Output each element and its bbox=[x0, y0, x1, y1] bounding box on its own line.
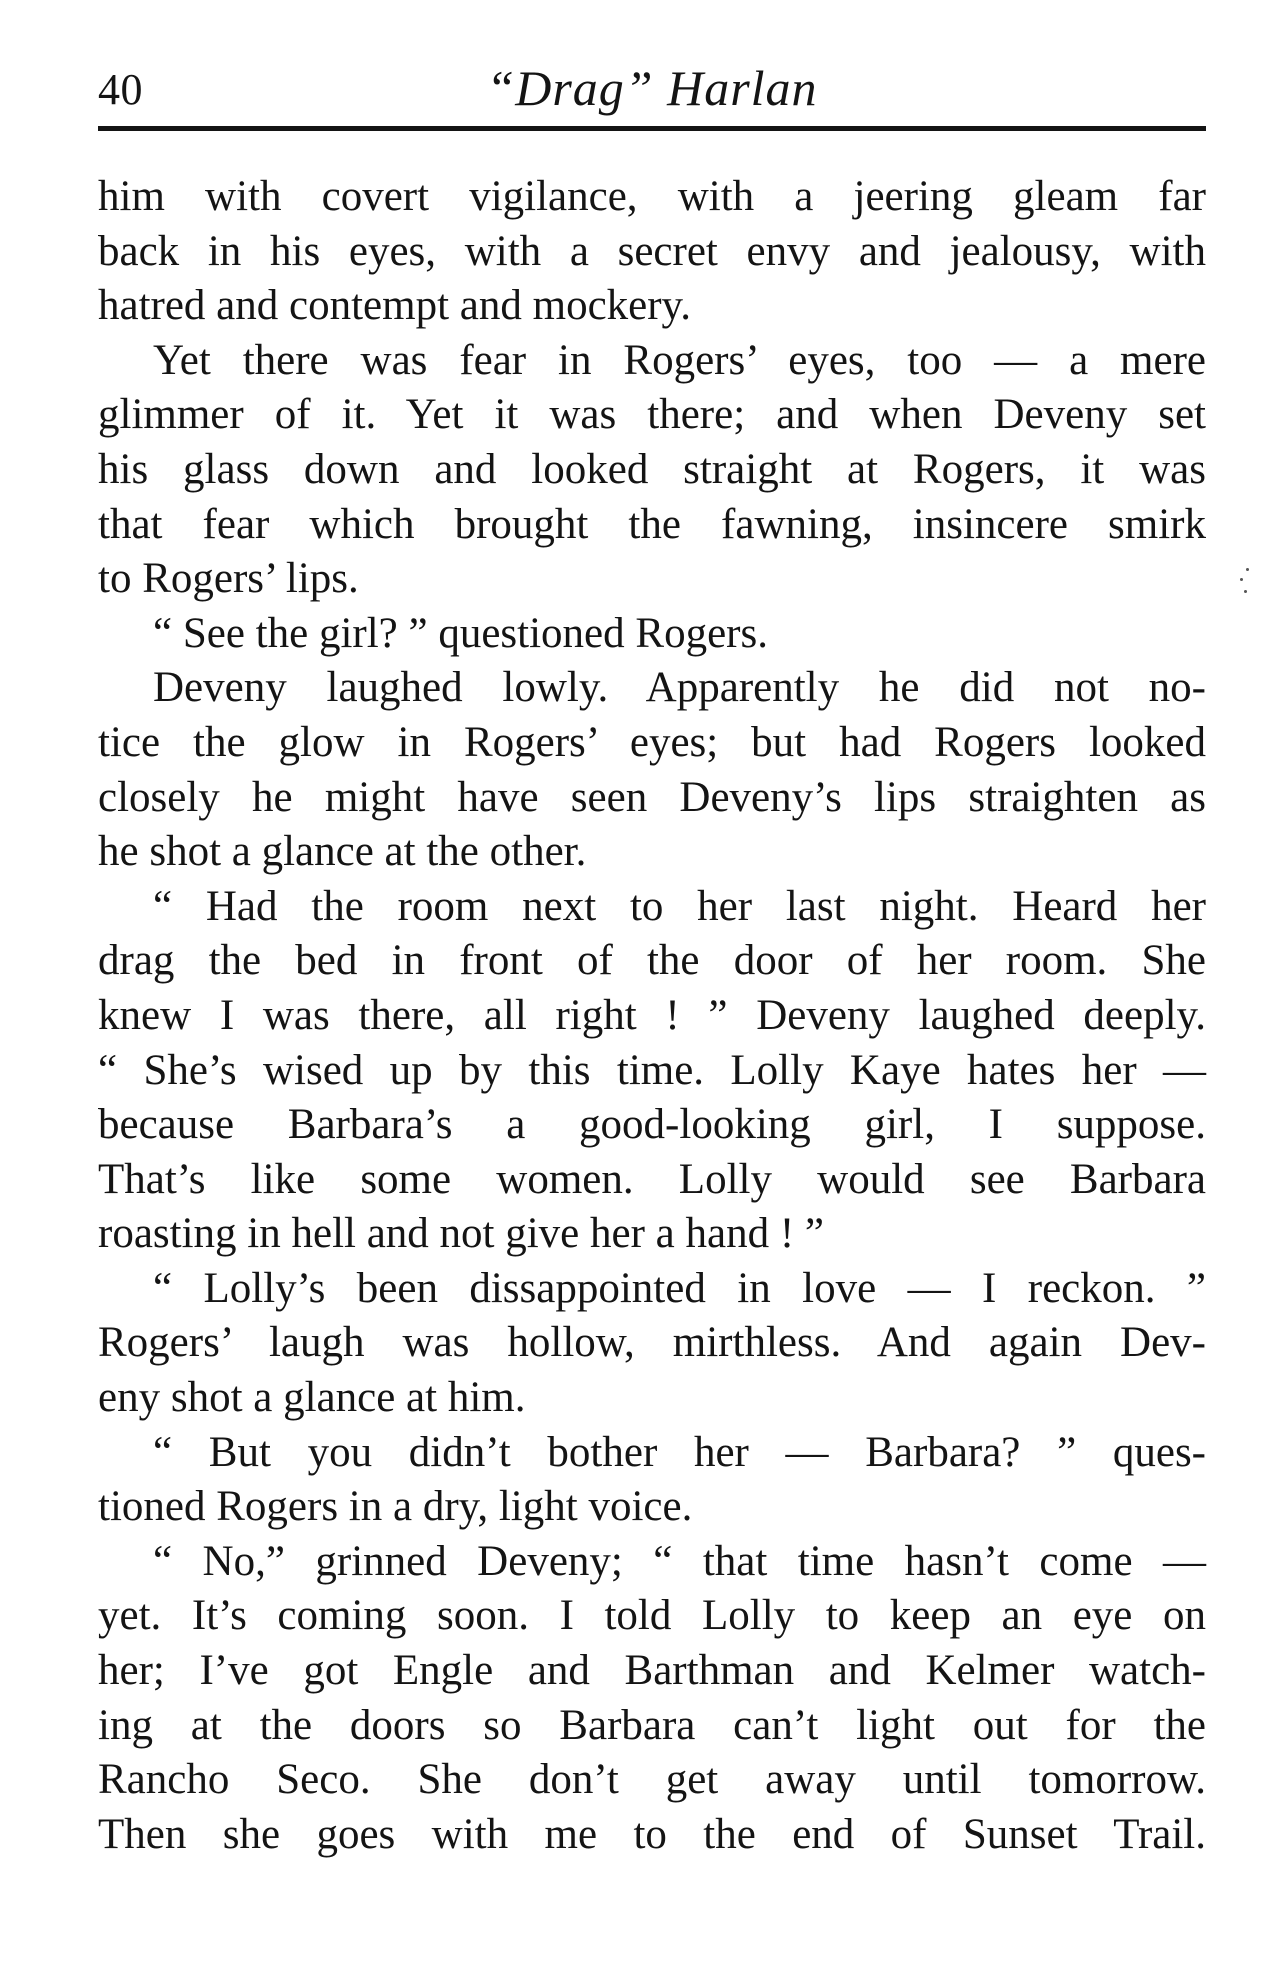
page-number: 40 bbox=[98, 65, 143, 114]
body-text bbox=[98, 170, 1206, 1862]
text-line: closely he might have seen Deveny’s lips straighten as bbox=[98, 773, 1206, 821]
print-specks bbox=[1238, 566, 1258, 606]
text-line: Yet there was fear in Rogers’ eyes, too — a mere bbox=[153, 336, 1206, 384]
text-line: Deveny laughed lowly. Apparently he did not no- bbox=[153, 664, 1206, 712]
text-line: “ Had the room next to her last night. Heard her bbox=[153, 882, 1206, 930]
text-line: Then she goes with me to the end of Sunset Trail. bbox=[98, 1810, 1206, 1858]
text-line: glimmer of it. Yet it was there; and when Deveny set bbox=[98, 391, 1206, 439]
text-line: him with covert vigilance, with a jeering gleam far bbox=[98, 173, 1206, 220]
text-line: “ No,” grinned Deveny; “ that time hasn’t come — bbox=[153, 1537, 1206, 1585]
text-line: “ But you didn’t bother her — Barbara? ” ques- bbox=[153, 1428, 1206, 1476]
text-line: roasting in hell and not give her a hand ! ” bbox=[98, 1210, 825, 1258]
text-line: to Rogers’ lips. bbox=[98, 555, 359, 603]
text-line: her; I’ve got Engle and Barthman and Kelmer watch- bbox=[98, 1647, 1206, 1695]
running-head-title: “Drag” Harlan bbox=[486, 60, 818, 116]
text-line: tioned Rogers in a dry, light voice. bbox=[98, 1483, 693, 1531]
text-line: his glass down and looked straight at Rogers, it was bbox=[98, 445, 1206, 493]
page-header bbox=[98, 48, 1206, 128]
text-line: ing at the doors so Barbara can’t light out for the bbox=[98, 1701, 1206, 1749]
text-line: back in his eyes, with a secret envy and jealousy, with bbox=[98, 227, 1206, 275]
text-line: eny shot a glance at him. bbox=[98, 1374, 526, 1422]
text-line: “ She’s wised up by this time. Lolly Kaye hates her — bbox=[98, 1046, 1206, 1094]
text-line: “ See the girl? ” questioned Rogers. bbox=[153, 609, 768, 657]
text-line: knew I was there, all right ! ” Deveny laughed deeply. bbox=[98, 991, 1206, 1039]
text-line: Rogers’ laugh was hollow, mirthless. And again Dev- bbox=[98, 1319, 1206, 1367]
text-line: he shot a glance at the other. bbox=[98, 828, 587, 876]
text-line: Rancho Seco. She don’t get away until tomorrow. bbox=[98, 1756, 1206, 1804]
text-line: that fear which brought the fawning, insincere smirk bbox=[98, 500, 1206, 548]
text-line: hatred and contempt and mockery. bbox=[98, 282, 692, 330]
text-line: drag the bed in front of the door of her room. She bbox=[98, 937, 1206, 985]
header-rule bbox=[98, 126, 1206, 131]
text-line: That’s like some women. Lolly would see Barbara bbox=[98, 1155, 1206, 1203]
text-line: because Barbara’s a good-looking girl, I suppose. bbox=[98, 1101, 1206, 1149]
text-line: “ Lolly’s been dissappointed in love — I reckon. ” bbox=[153, 1264, 1206, 1312]
text-line: tice the glow in Rogers’ eyes; but had Rogers looked bbox=[98, 718, 1206, 766]
text-line: yet. It’s coming soon. I told Lolly to keep an eye on bbox=[98, 1592, 1206, 1640]
